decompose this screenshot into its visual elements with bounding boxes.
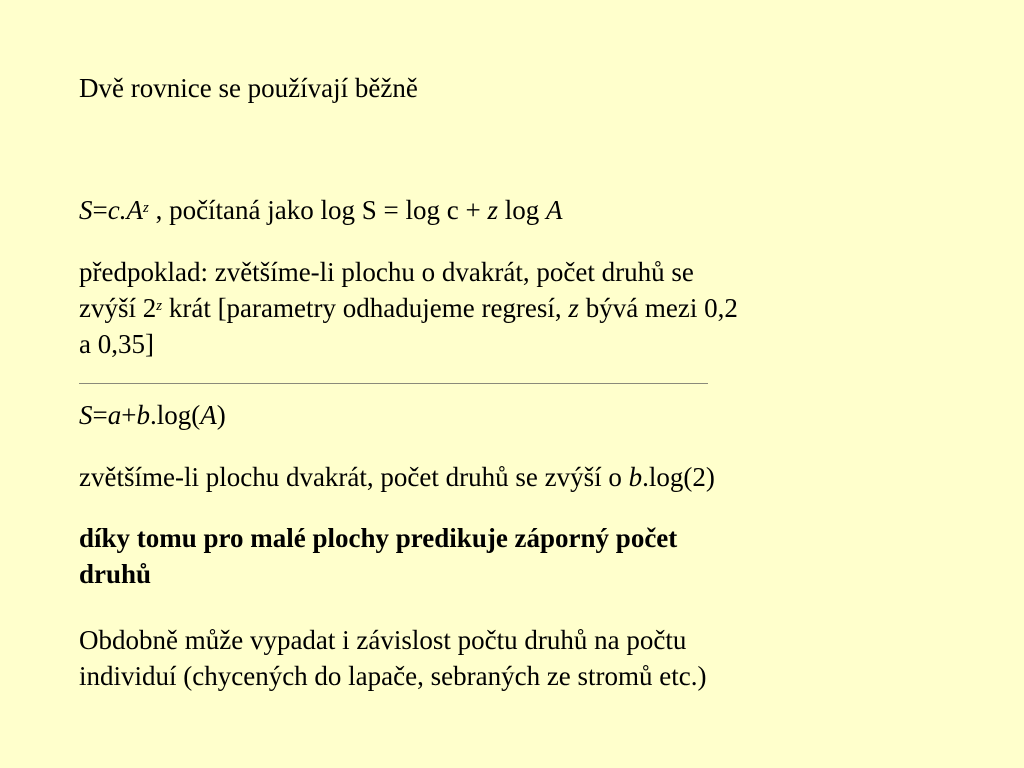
eq1-s: S [79, 195, 93, 225]
equation-power-law [79, 192, 939, 228]
divider [79, 383, 708, 384]
eq1-z: z [487, 195, 498, 225]
eq1-dot: . [119, 195, 127, 225]
bold-note-line-1: díky tomu pro malé plochy predikuje záporný počet [79, 523, 678, 553]
eq1-exponent: z [142, 200, 149, 216]
assumption-range: bývá mezi 0,2 [578, 293, 738, 323]
similar-dependence [79, 622, 939, 694]
similar-line-2: individuí (chycených do lapače, sebraných ze stromů etc.) [79, 661, 707, 691]
assumption-exponent: z [156, 298, 163, 314]
assumption-krat: krát [parametry odhadujeme regresí, [162, 293, 569, 323]
eq2-equals: = [92, 400, 108, 430]
assumption-zvysi: zvýší 2 [79, 293, 157, 323]
doubling-text: zvětšíme-li plochu dvakrát, počet druhů se zvýší o [79, 462, 629, 492]
eq1-a2: A [546, 195, 563, 225]
eq2-a-area: A [200, 400, 217, 430]
doubling-b: b [628, 462, 643, 492]
assumption-line-2 [79, 290, 939, 326]
bold-note [79, 520, 939, 592]
heading-text: Dvě rovnice se používají běžně [79, 73, 418, 103]
heading [79, 70, 939, 106]
doubling-statement [79, 459, 939, 495]
eq2-plus: + [121, 400, 137, 430]
eq2-log: .log( [149, 400, 201, 430]
assumption-line-3: a 0,35] [79, 329, 154, 359]
eq2-close: ) [216, 400, 226, 430]
eq1-equals: = [92, 195, 108, 225]
assumption-line-1: předpoklad: zvětšíme-li plochu o dvakrát, počet druhů se [79, 257, 694, 287]
eq2-a: a [107, 400, 122, 430]
equation-log-law [79, 397, 939, 433]
eq1-log: log [497, 195, 546, 225]
eq2-s: S [79, 400, 93, 430]
eq2-b: b [136, 400, 150, 430]
assumption-paragraph [79, 254, 939, 362]
eq1-a: A [126, 195, 143, 225]
eq1-log-form: , počítaná jako log S = log c + [148, 195, 488, 225]
doubling-log2: .log(2) [642, 462, 715, 492]
assumption-z: z [568, 293, 579, 323]
eq1-c: c [107, 195, 120, 225]
similar-line-1: Obdobně může vypadat i závislost počtu druhů na počtu [79, 625, 687, 655]
bold-note-line-2: druhů [79, 559, 152, 589]
